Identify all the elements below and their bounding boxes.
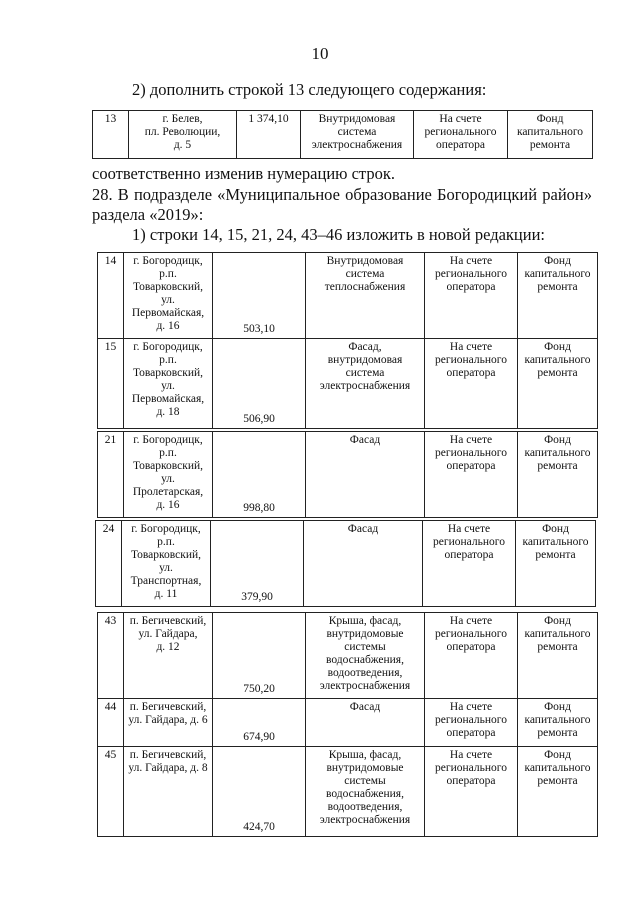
paragraph-rows-new-edition: 1) строки 14, 15, 21, 24, 43–46 изложить в новой редакции: — [132, 225, 546, 244]
work-cell: Фасад — [304, 521, 423, 607]
table-row-block — [97, 698, 598, 747]
table-row — [98, 747, 598, 837]
account-cell: На счете регионального оператора — [423, 521, 516, 607]
table-row — [98, 339, 598, 429]
row-number: 14 — [98, 253, 124, 339]
fund-cell: Фонд капитального ремонта — [516, 521, 596, 607]
work-cell: Крыша, фасад, внутридомовые системы водоснабжения, водоотведения, электроснабжения — [306, 747, 425, 837]
area-cell: 424,70 — [213, 747, 306, 837]
fund-cell: Фонд капитального ремонта — [518, 699, 598, 747]
fund-cell: Фонд капитального ремонта — [518, 339, 598, 429]
table-row — [98, 432, 598, 518]
work-cell: Фасад — [306, 432, 425, 518]
address-cell: г. Богородицк, р.п. Товарковский, ул. Первомайская, д. 18 — [124, 339, 213, 429]
work-cell: Внутридомовая система электроснабжения — [301, 111, 414, 159]
table-row — [93, 111, 593, 159]
row-number: 13 — [93, 111, 129, 159]
table-row-block — [97, 338, 598, 429]
paragraph-add-row-13: 2) дополнить строкой 13 следующего содержания: — [132, 80, 487, 99]
area-cell: 750,20 — [213, 613, 306, 699]
area-cell: 674,90 — [213, 699, 306, 747]
table-row — [98, 613, 598, 699]
account-cell: На счете регионального оператора — [425, 253, 518, 339]
row-number: 21 — [98, 432, 124, 518]
table-row — [98, 253, 598, 339]
address-cell: г. Богородицк, р.п. Товарковский, ул. Транспортная, д. 11 — [122, 521, 211, 607]
account-cell: На счете регионального оператора — [425, 699, 518, 747]
work-cell: Крыша, фасад, внутридомовые системы водоснабжения, водоотведения, электроснабжения — [306, 613, 425, 699]
table-row-13 — [92, 110, 593, 159]
work-cell: Фасад, внутридомовая система электроснабжения — [306, 339, 425, 429]
table-row — [96, 521, 596, 607]
work-cell: Фасад — [306, 699, 425, 747]
row-number: 45 — [98, 747, 124, 837]
paragraph-renumber: соответственно изменив нумерацию строк. — [92, 164, 395, 183]
row-number: 43 — [98, 613, 124, 699]
area-cell: 998,80 — [213, 432, 306, 518]
paragraph-28-line2: раздела «2019»: — [92, 205, 204, 224]
fund-cell: Фонд капитального ремонта — [518, 432, 598, 518]
table-row-block — [97, 431, 598, 518]
account-cell: На счете регионального оператора — [425, 432, 518, 518]
account-cell: На счете регионального оператора — [425, 613, 518, 699]
address-cell: г. Богородицк, р.п. Товарковский, ул. Первомайская, д. 16 — [124, 253, 213, 339]
area-cell: 379,90 — [211, 521, 304, 607]
row-number: 44 — [98, 699, 124, 747]
paragraph-28-line1: 28. В подразделе «Муниципальное образование Богородицкий район» — [92, 185, 592, 204]
fund-cell: Фонд капитального ремонта — [518, 613, 598, 699]
fund-cell: Фонд капитального ремонта — [508, 111, 593, 159]
account-cell: На счете регионального оператора — [414, 111, 508, 159]
fund-cell: Фонд капитального ремонта — [518, 253, 598, 339]
table-row-block — [97, 746, 598, 837]
table-row — [98, 699, 598, 747]
page-number: 10 — [311, 44, 329, 63]
address-cell: п. Бегичевский, ул. Гайдара, д. 6 — [124, 699, 213, 747]
area-cell: 503,10 — [213, 253, 306, 339]
address-cell: п. Бегичевский, ул. Гайдара, д. 8 — [124, 747, 213, 837]
table-row-block — [95, 520, 596, 607]
table-row-block — [97, 612, 598, 699]
account-cell: На счете регионального оператора — [425, 339, 518, 429]
fund-cell: Фонд капитального ремонта — [518, 747, 598, 837]
address-cell: г. Белев, пл. Революции, д. 5 — [129, 111, 237, 159]
address-cell: г. Богородицк, р.п. Товарковский, ул. Пролетарская, д. 16 — [124, 432, 213, 518]
row-number: 24 — [96, 521, 122, 607]
address-cell: п. Бегичевский, ул. Гайдара, д. 12 — [124, 613, 213, 699]
row-number: 15 — [98, 339, 124, 429]
table-row-block — [97, 252, 598, 339]
work-cell: Внутридомовая система теплоснабжения — [306, 253, 425, 339]
area-cell: 1 374,10 — [237, 111, 301, 159]
account-cell: На счете регионального оператора — [425, 747, 518, 837]
area-cell: 506,90 — [213, 339, 306, 429]
